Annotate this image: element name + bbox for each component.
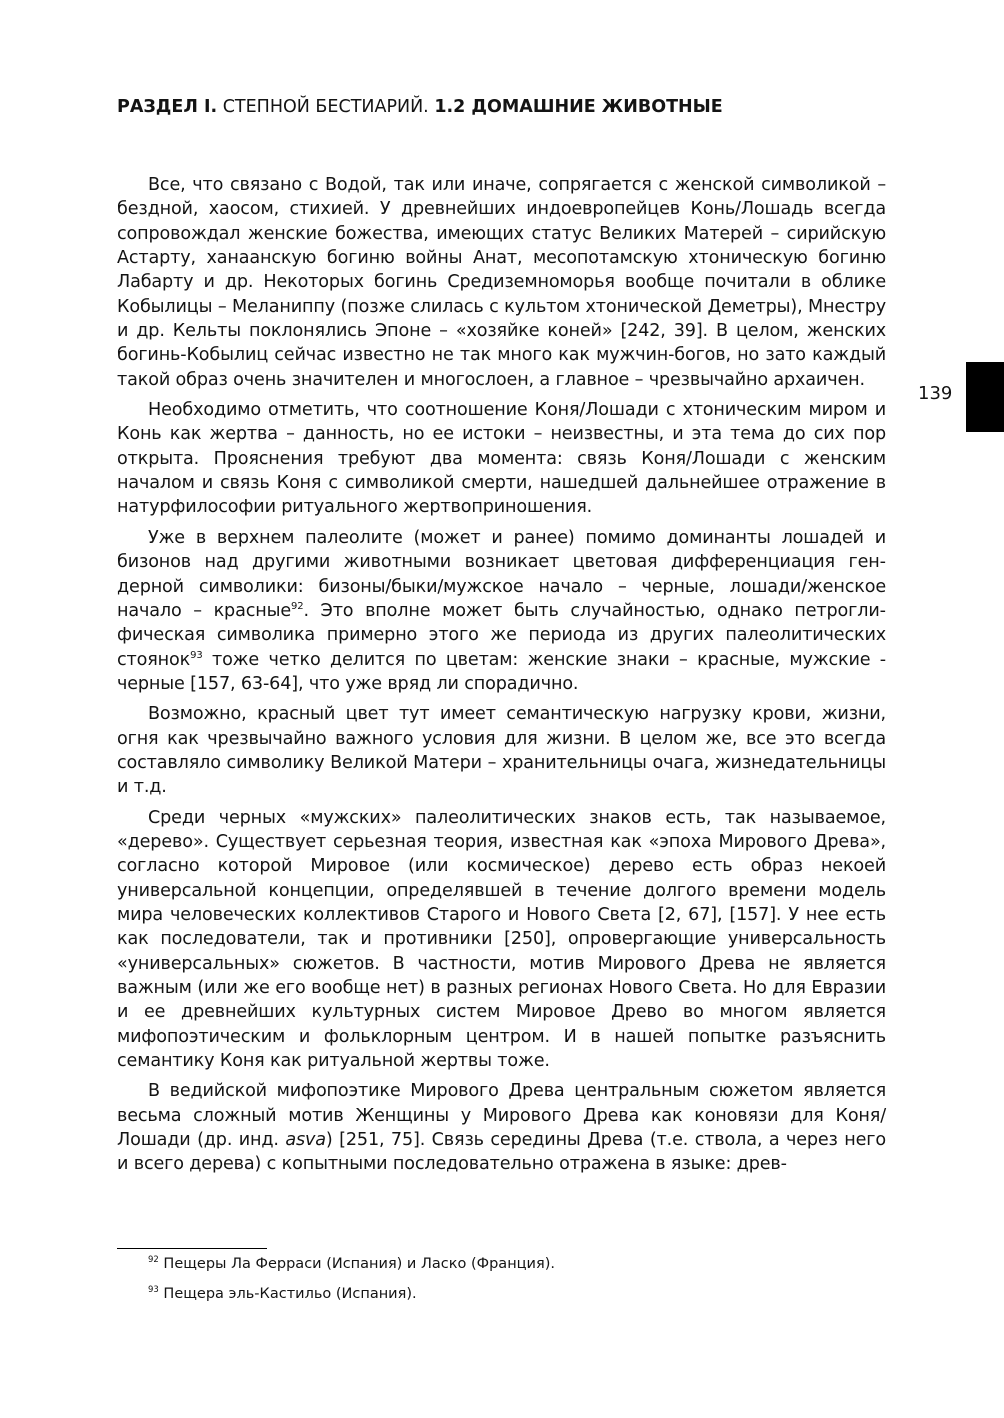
footnote-text: Пещера эль-Кастильо (Испания). <box>158 1286 417 1302</box>
footnote-number: 93 <box>148 1285 159 1296</box>
section-label: РАЗДЕЛ I. <box>117 97 218 117</box>
footnote-text: Пещеры Ла Ферраси (Испания) и Ласко (Франция). <box>158 1256 555 1272</box>
paragraph-text: . Это вполне может быть случайностью, однако петроглифическая символика примерно этого же периода из других палеолитических стоянок <box>117 600 886 670</box>
page-number: 139 <box>918 383 953 404</box>
paragraph <box>117 1079 886 1176</box>
footnote-separator <box>117 1248 267 1249</box>
italic-term: asva <box>285 1130 326 1151</box>
footnote-92 <box>148 1255 848 1273</box>
paragraph: Необходимо отметить, что соотношение Коня/Лошади с хтоническим миром и Конь как жертва – данность, но ее истоки – неизвестны, и эта тема до сих пор открыта. Прояснения требуют два момента: связь Коня/Лошади с женским началом и связь Коня с символикой смерти, нашедшей дальнейшее отражение в натурфилософии ритуального жертвоприношения. <box>117 400 886 518</box>
thumb-index-tab <box>966 362 1004 432</box>
paragraph-text: ) [251, 75]. Связь середины Древа (т.е. ствола, а через него и всего дерева) с копытными последовательно отражена в языке: древ- <box>117 1130 887 1175</box>
subsection-title: 1.2 ДОМАШНИЕ ЖИВОТНЫЕ <box>434 97 723 117</box>
section-title: СТЕПНОЙ БЕСТИАРИЙ. <box>217 97 435 117</box>
paragraph-text: тоже четко делится по цветам: женские знаки – красные, мужские - черные [157, 63-64], что уже вряд ли спорадично. <box>117 649 886 694</box>
paragraph: Возможно, красный цвет тут имеет семантическую нагрузку крови, жизни, огня как чрезвычайно важного условия для жизни. В целом же, все это всегда составляло символику Великой Матери – хранительницы очага, жизнедательницы и т.д. <box>117 704 886 798</box>
footnote-number: 92 <box>148 1255 159 1266</box>
footnote-ref-92[interactable]: 92 <box>291 600 304 612</box>
running-header <box>117 95 877 119</box>
paragraph: Среди черных «мужских» палеолитических знаков есть, так называемое, «дерево». Существует серьезная теория, известная как «эпоха Мирового Древа», согласно которой Мировое (или космическое) дерево есть образ некоей универсальной концепции, определявшей в течение долгого времени модель мира человеческих коллективов Старого и Нового Света [2, 67], [157]. У нее есть как последователи, так и противники [250], опровергающие универсальность «универсальных» сюжетов. В частности, мотив Мирового Древа не является важным (или же его вообще нет) в разных регионах Нового Света. Но для Евразии и ее древнейших культурных систем Мировое Древо во многом является мифопоэтическим и фольклорным центром. И в нашей попытке разъяснить семантику Коня как ритуальной жертвы тоже. <box>117 807 886 1072</box>
footnote-93 <box>148 1285 848 1303</box>
paragraph <box>117 526 886 696</box>
paragraph-text: Уже в верхнем палеолите (может и ранее) помимо доминанты лошадей и бизонов над другими животными возникает цветовая дифференциация гендерной символики: бизоны/быки/мужское начало – черные, лошади/женское начало – красные <box>117 527 886 621</box>
paragraph: Все, что связано с Водой, так или иначе, сопрягается с женской символикой – бездной, хаосом, стихией. У древнейших индоевропейцев Конь/Лошадь всегда сопровождал женские божества, имеющих статус Великих Матерей – сирийскую Астарту, ханаанскую богиню войны Анат, месопотамскую хтоническую богиню Лабарту и др. Некоторых богинь Средиземноморья вообще почитали в облике Кобылицы – Меланиппу (позже слилась с культом хтонической Деметры), Мнестру и др. Кельты поклонялись Эпоне – «хозяйке коней» [242, 39]. В целом, женских богинь-Кобылиц сейчас известно не так много как мужчин-богов, но зато каждый такой образ очень значителен и многослоен, а главное – чрезвычайно архаичен. <box>117 175 886 390</box>
footnote-ref-93[interactable]: 93 <box>190 649 203 661</box>
paragraph-text: В ведийской мифопоэтике Мирового Древа центральным сюжетом является весьма сложный мотив Женщины у Мирового Древа как коновязи для Коня/ Лошади (др. инд. <box>117 1081 886 1151</box>
main-text <box>117 173 886 1183</box>
